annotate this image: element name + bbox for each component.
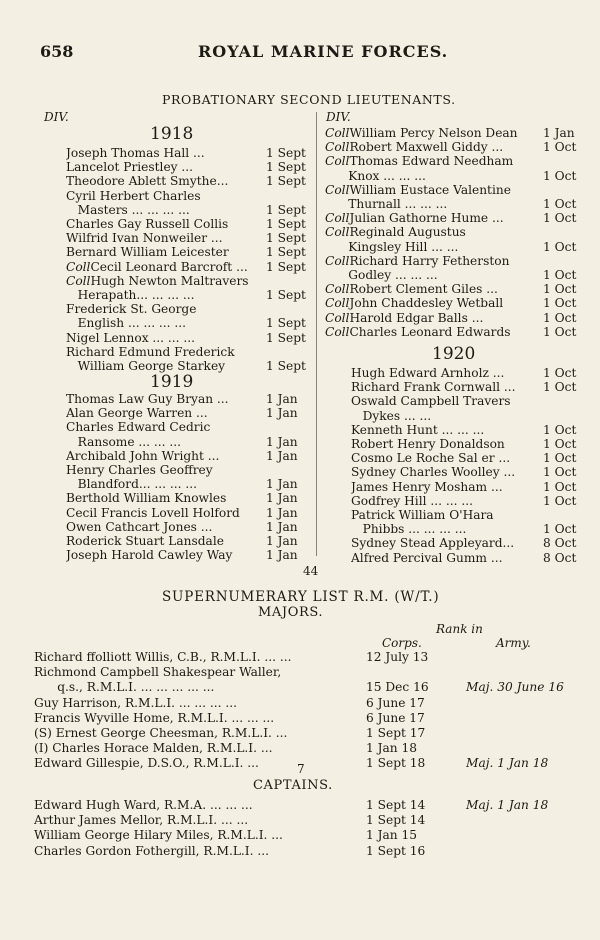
list-item	[351, 451, 581, 465]
table-row	[34, 741, 574, 755]
row-corps-date: 6 June 17	[366, 710, 425, 725]
entry-prefix: Coll	[325, 126, 350, 140]
entry-prefix: Coll	[66, 273, 91, 288]
list-item	[66, 506, 310, 520]
list-item	[325, 154, 581, 168]
entry-date: 1 Sept	[266, 330, 306, 345]
entry-date: 8 Oct	[543, 536, 577, 551]
entry-name: Frederick St. George	[66, 302, 197, 317]
entry-name: Phibbs ... ... ... ...	[351, 522, 467, 537]
entry-name: Thurnall ... ... ...	[325, 197, 448, 212]
entry-name: Kingsley Hill ... ...	[325, 239, 459, 254]
entry-date: 1 Oct	[543, 451, 577, 466]
table-row	[34, 711, 574, 725]
entry-date: 1 Sept	[266, 316, 306, 331]
entry-name: CollReginald Augustus	[325, 225, 466, 240]
list-item	[66, 302, 310, 316]
list-item	[325, 126, 581, 140]
row-name: Charles Gordon Fothergill, R.M.L.I. ...	[34, 843, 269, 858]
entry-name: Alan George Warren ...	[66, 406, 208, 421]
list-item	[325, 268, 581, 282]
count-44: 44	[303, 564, 319, 578]
count-7: 7	[297, 762, 305, 776]
row-name: William George Hilary Miles, R.M.L.I. ...	[34, 828, 283, 843]
entry-date	[539, 154, 581, 168]
entry-date	[262, 302, 310, 316]
entry-date: 1 Sept	[266, 217, 306, 232]
entry-name: Theodore Ablett Smythe...	[66, 174, 229, 189]
entry-name: Thomas Law Guy Bryan ...	[66, 392, 229, 406]
entry-date	[539, 394, 581, 408]
list-item	[66, 217, 310, 231]
page-number: 658	[40, 42, 74, 61]
row-name: Edward Gillespie, D.S.O., R.M.L.I. ...	[34, 756, 259, 771]
list-item	[325, 296, 581, 310]
entry-name: CollHarold Edgar Balls ...	[325, 310, 484, 325]
entry-date: 1 Oct	[543, 366, 577, 380]
entry-name: Sydney Stead Appleyard...	[351, 536, 515, 551]
list-item	[66, 174, 310, 188]
row-name: (S) Ernest George Cheesman, R.M.L.I. ...	[34, 726, 288, 740]
row-name: Guy Harrison, R.M.L.I. ... ... ... ...	[34, 695, 238, 710]
list-item	[325, 169, 581, 183]
entry-date: 1 Oct	[543, 422, 577, 437]
entry-name: CollCecil Leonard Barcroft ...	[66, 259, 248, 274]
row-name: Richard ffolliott Willis, C.B., R.M.L.I. ... ...	[34, 650, 292, 664]
entry-name: Cosmo Le Roche Sal er ...	[351, 451, 511, 466]
list-item	[66, 435, 310, 449]
list-item	[351, 494, 581, 508]
list-item	[66, 463, 310, 477]
entry-date: 1 Oct	[543, 168, 577, 183]
entry-date: 1 Sept	[266, 245, 306, 260]
entry-date: 1 Sept	[266, 231, 306, 246]
list-item	[351, 465, 581, 479]
list-item	[325, 311, 581, 325]
entry-date: 1 Oct	[543, 268, 577, 283]
list-item	[351, 551, 581, 565]
row-corps-date: 1 Sept 16	[366, 843, 426, 858]
entry-prefix: Coll	[325, 140, 350, 155]
entry-date: 1 Sept	[266, 259, 306, 274]
entry-date: 1 Sept	[266, 359, 306, 374]
row-corps-date: 6 June 17	[366, 695, 425, 710]
list-item	[66, 534, 310, 548]
entry-name: William George Starkey	[66, 359, 226, 374]
list-1920	[351, 366, 581, 565]
table-row	[34, 813, 574, 827]
list-item	[66, 189, 310, 203]
entry-date: 1 Oct	[543, 479, 577, 494]
list-item	[325, 211, 581, 225]
row-corps-date: 1 Sept 14	[366, 798, 426, 812]
entry-date: 1 Jan	[266, 519, 298, 534]
list-item	[351, 366, 581, 380]
army-header: Army.	[496, 636, 531, 650]
entry-name: Alfred Percival Gumm ...	[351, 550, 503, 565]
entry-name: Richard Frank Cornwall ...	[351, 380, 516, 395]
list-item	[351, 423, 581, 437]
entry-date: 1 Oct	[543, 522, 577, 537]
entry-prefix: Coll	[325, 154, 350, 169]
entry-name: Owen Cathcart Jones ...	[66, 519, 213, 534]
list-item	[351, 394, 581, 408]
entry-date: 1 Sept	[266, 174, 306, 189]
entry-date: 1 Oct	[543, 324, 577, 339]
entry-prefix: Coll	[325, 282, 350, 297]
entry-date: 1 Jan	[543, 126, 575, 140]
entry-date: 1 Oct	[543, 296, 577, 311]
list-item	[66, 420, 310, 434]
list-1919-right	[325, 126, 581, 339]
entry-name: Patrick William O'Hara	[351, 508, 494, 523]
entry-prefix: Coll	[325, 225, 350, 240]
entry-name: Charles Edward Cedric	[66, 420, 211, 435]
table-row	[34, 828, 574, 842]
entry-name: Dykes ... ...	[351, 408, 432, 423]
entry-name: Berthold William Knowles	[66, 491, 227, 506]
table-row	[34, 696, 574, 710]
entry-date	[262, 189, 310, 203]
entry-date: 1 Jan	[266, 448, 298, 463]
entry-date: 1 Oct	[543, 437, 577, 452]
table-row	[34, 798, 574, 812]
entry-name: Hugh Edward Arnholz ...	[351, 366, 505, 380]
list-item	[66, 449, 310, 463]
list-item	[351, 437, 581, 451]
entry-date: 1 Oct	[543, 239, 577, 254]
entry-prefix: Coll	[325, 324, 350, 339]
entry-name: CollWilliam Percy Nelson Dean	[325, 126, 518, 140]
entry-name: English ... ... ... ...	[66, 316, 187, 331]
row-corps-date: 1 Sept 14	[366, 813, 426, 828]
list-item	[325, 183, 581, 197]
entry-name: Wilfrid Ivan Nonweiler ...	[66, 231, 223, 246]
entry-date: 1 Oct	[543, 380, 577, 395]
list-1918	[66, 146, 310, 373]
row-corps-date: 12 July 13	[366, 650, 429, 664]
entry-name: CollWilliam Eustace Valentine	[325, 182, 511, 197]
entry-name: CollRichard Harry Fetherston	[325, 253, 510, 268]
entry-date	[539, 225, 581, 239]
entry-date	[262, 463, 310, 477]
list-item	[351, 536, 581, 550]
entry-date: 1 Oct	[543, 282, 577, 297]
list-item	[66, 260, 310, 274]
row-name: Edward Hugh Ward, R.M.A. ... ... ...	[34, 798, 253, 812]
entry-date: 1 Sept	[266, 202, 306, 217]
entry-name: CollThomas Edward Needham	[325, 154, 514, 169]
div-label-left: DIV.	[44, 110, 69, 124]
entry-name: Lancelot Priestley ...	[66, 160, 194, 175]
entry-date	[539, 508, 581, 522]
list-item	[66, 245, 310, 259]
entry-name: Joseph Harold Cawley Way	[66, 548, 233, 563]
row-name: (I) Charles Horace Malden, R.M.L.I. ...	[34, 741, 273, 756]
entry-name: Kenneth Hunt ... ... ...	[351, 422, 485, 437]
entry-date: 1 Oct	[543, 140, 577, 155]
list-item	[66, 520, 310, 534]
entry-prefix: Coll	[325, 296, 350, 311]
row-corps-date: 15 Dec 16	[366, 680, 429, 695]
list-item	[325, 254, 581, 268]
list-item	[351, 380, 581, 394]
entry-name: CollJulian Gathorne Hume ...	[325, 211, 504, 226]
captains-title: CAPTAINS.	[253, 778, 333, 793]
list-item	[66, 231, 310, 245]
list-item	[66, 477, 310, 491]
table-row	[34, 844, 574, 858]
list-1919-left	[66, 392, 310, 562]
entry-name: Robert Henry Donaldson	[351, 437, 505, 452]
entry-date: 1 Jan	[266, 477, 298, 492]
entry-prefix: Coll	[325, 182, 350, 197]
row-army-rank: Maj. 30 June 16	[466, 680, 564, 695]
entry-name: Cyril Herbert Charles	[66, 188, 201, 203]
entry-name: Charles Gay Russell Collis	[66, 217, 229, 232]
entry-name: Ransome ... ... ...	[66, 434, 182, 449]
table-row	[34, 680, 574, 694]
list-item	[66, 160, 310, 174]
running-head: ROYAL MARINE FORCES.	[198, 42, 449, 61]
entry-date: 1 Oct	[543, 197, 577, 212]
entry-prefix: Coll	[66, 259, 91, 274]
entry-date: 1 Sept	[266, 160, 306, 175]
entry-name: Joseph Thomas Hall ...	[66, 146, 205, 160]
entry-date: 1 Jan	[266, 392, 298, 406]
entry-name: Godley ... ... ...	[325, 268, 438, 283]
entry-date	[262, 420, 310, 434]
supernumerary-title: SUPERNUMERARY LIST R.M. (W/T.)	[162, 589, 440, 605]
entry-date: 1 Jan	[266, 406, 298, 421]
entry-name: CollRobert Maxwell Giddy ...	[325, 140, 504, 155]
entry-date: 1 Sept	[266, 146, 306, 160]
list-item	[66, 548, 310, 562]
entry-date: 1 Oct	[543, 310, 577, 325]
entry-prefix: Coll	[325, 211, 350, 226]
list-item	[325, 325, 581, 339]
entry-date: 1 Jan	[266, 548, 298, 563]
majors-title: MAJORS.	[258, 605, 324, 620]
entry-date	[539, 409, 581, 423]
corps-header: Corps.	[382, 636, 422, 650]
row-name: Arthur James Mellor, R.M.L.I. ... ...	[34, 813, 249, 828]
entry-date: 1 Oct	[543, 493, 577, 508]
list-item	[325, 282, 581, 296]
entry-name: CollRobert Clement Giles ...	[325, 282, 498, 297]
list-item	[66, 288, 310, 302]
list-item	[325, 140, 581, 154]
entry-name: Sydney Charles Woolley ...	[351, 465, 516, 480]
list-item	[66, 345, 310, 359]
table-row	[34, 726, 574, 740]
row-army-rank: Maj. 1 Jan 18	[466, 798, 549, 812]
entry-date: 1 Jan	[266, 434, 298, 449]
row-corps-date: 1 Sept 17	[366, 726, 426, 740]
entry-name: CollHugh Newton Maltravers	[66, 273, 249, 288]
entry-prefix: Coll	[325, 310, 350, 325]
table-row	[34, 665, 574, 679]
entry-name: Herapath... ... ... ...	[66, 288, 195, 303]
year-1918: 1918	[150, 124, 194, 144]
entry-name: Godfrey Hill ... ... ...	[351, 493, 473, 508]
list-item	[66, 392, 310, 406]
entry-date: 1 Jan	[266, 505, 298, 520]
entry-name: Henry Charles Geoffrey	[66, 463, 213, 478]
row-name: Francis Wyville Home, R.M.L.I. ... ... ...	[34, 710, 275, 725]
list-item	[351, 480, 581, 494]
entry-name: Knox ... ... ...	[325, 168, 426, 183]
entry-name: Bernard William Leicester	[66, 245, 229, 260]
year-1919: 1919	[150, 372, 194, 392]
entry-name: Oswald Campbell Travers	[351, 394, 511, 409]
row-corps-date: 1 Sept 18	[366, 756, 426, 771]
entry-date: 1 Jan	[266, 491, 298, 506]
entry-date	[262, 274, 310, 288]
list-item	[351, 409, 581, 423]
entry-name: Masters ... ... ... ...	[66, 202, 190, 217]
table-row	[34, 650, 574, 664]
list-item	[66, 203, 310, 217]
year-1920: 1920	[432, 344, 476, 364]
row-army-rank: Maj. 1 Jan 18	[466, 756, 549, 771]
entry-name: James Henry Mosham ...	[351, 479, 503, 494]
entry-date	[539, 183, 581, 197]
list-item	[325, 240, 581, 254]
list-item	[325, 225, 581, 239]
entry-name: Cecil Francis Lovell Holford	[66, 505, 240, 520]
list-item	[66, 146, 310, 160]
entry-name: CollJohn Chaddesley Wetball	[325, 296, 504, 311]
row-name: Richmond Campbell Shakespear Waller,	[34, 665, 282, 680]
entry-date: 1 Sept	[266, 288, 306, 303]
list-item	[325, 197, 581, 211]
div-label-right: DIV.	[326, 110, 351, 124]
entry-date: 1 Oct	[543, 465, 577, 480]
section-title: PROBATIONARY SECOND LIEUTENANTS.	[162, 92, 456, 107]
list-item	[66, 274, 310, 288]
entry-name: Richard Edmund Frederick	[66, 344, 235, 359]
list-item	[66, 491, 310, 505]
rank-in-header: Rank in	[436, 622, 483, 636]
entry-prefix: Coll	[325, 253, 350, 268]
entry-name: Archibald John Wright ...	[66, 448, 220, 463]
column-divider	[316, 112, 317, 556]
list-item	[351, 522, 581, 536]
list-item	[351, 508, 581, 522]
list-item	[66, 331, 310, 345]
entry-date	[262, 345, 310, 359]
row-corps-date: 1 Jan 18	[366, 741, 418, 756]
entry-date: 1 Oct	[543, 211, 577, 226]
row-corps-date: 1 Jan 15	[366, 828, 418, 843]
entry-name: CollCharles Leonard Edwards	[325, 324, 511, 339]
entry-name: Roderick Stuart Lansdale	[66, 534, 224, 549]
entry-date: 8 Oct	[543, 550, 577, 565]
entry-name: Nigel Lennox ... ... ...	[66, 330, 196, 345]
entry-date: 1 Jan	[266, 534, 298, 549]
entry-date	[539, 254, 581, 268]
list-item	[66, 406, 310, 420]
list-item	[66, 316, 310, 330]
entry-name: Blandford... ... ... ...	[66, 477, 197, 492]
row-name: q.s., R.M.L.I. ... ... ... ... ...	[34, 680, 215, 695]
